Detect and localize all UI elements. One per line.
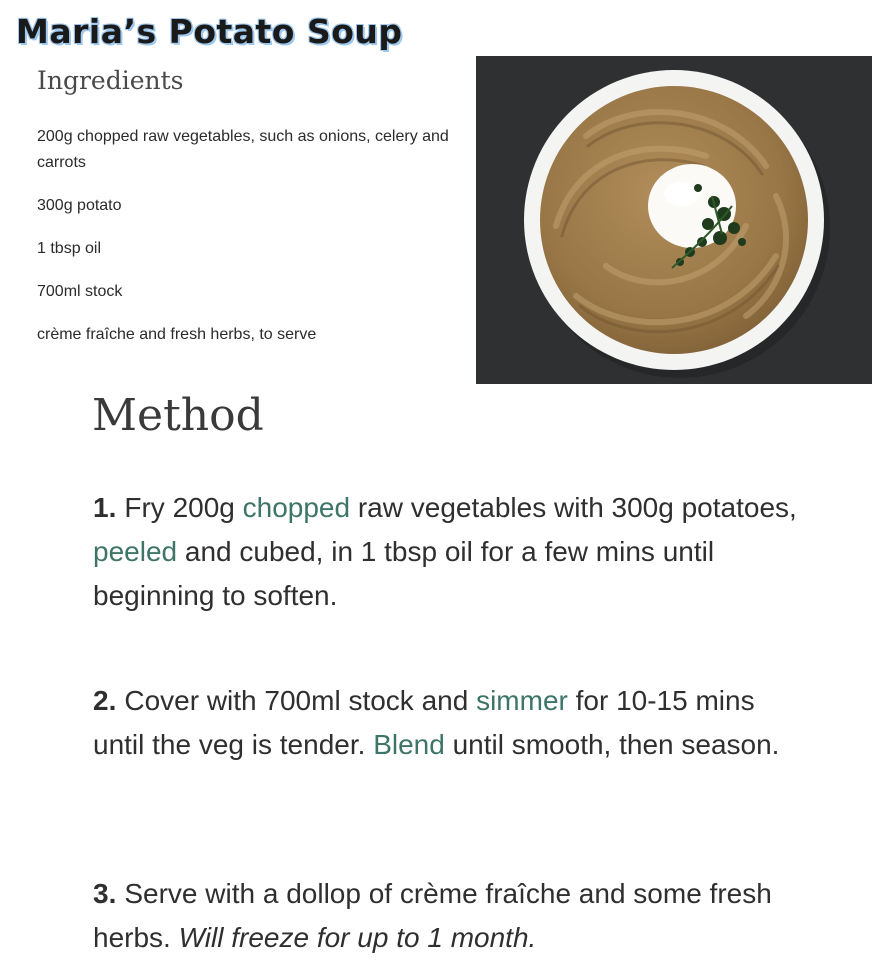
link-simmer[interactable]: simmer bbox=[476, 685, 568, 716]
step-text: until smooth, then season. bbox=[444, 729, 780, 760]
ingredient-item: 700ml stock bbox=[37, 283, 123, 300]
ingredients-list bbox=[37, 124, 457, 365]
link-blend[interactable]: Blend bbox=[373, 729, 445, 760]
ingredient-item: 200g chopped raw vegetables, such as onions, celery and carrots bbox=[37, 128, 449, 171]
method-heading: Method bbox=[92, 390, 264, 441]
step-number: 1. bbox=[93, 492, 117, 523]
step-text: Cover with 700ml stock and bbox=[124, 685, 477, 716]
step-text: raw vegetables with 300g potatoes, bbox=[350, 492, 797, 523]
link-peeled[interactable]: peeled bbox=[93, 536, 178, 567]
method-step-3 bbox=[93, 872, 813, 960]
step-text: Fry 200g bbox=[124, 492, 243, 523]
method-step-1 bbox=[93, 486, 813, 618]
link-chopped[interactable]: chopped bbox=[242, 492, 351, 523]
step-text: Serve with a dollop of crème fraîche and some fresh herbs. bbox=[93, 878, 772, 953]
step-number: 2. bbox=[93, 685, 117, 716]
recipe-title: Maria’s Potato Soup bbox=[16, 12, 403, 51]
ingredient-item: 300g potato bbox=[37, 197, 122, 214]
soup-photo bbox=[476, 56, 872, 384]
step-number: 3. bbox=[93, 878, 117, 909]
step-text: for 10-15 mins until the veg is tender. bbox=[93, 685, 755, 760]
ingredients-heading: Ingredients bbox=[37, 66, 184, 95]
ingredient-item: crème fraîche and fresh herbs, to serve bbox=[37, 326, 317, 343]
ingredient-item: 1 tbsp oil bbox=[37, 240, 102, 257]
step-text: and cubed, in 1 tbsp oil for a few mins until beginning to soften. bbox=[93, 536, 715, 611]
dollop-highlight bbox=[664, 182, 700, 206]
method-step-2 bbox=[93, 679, 813, 767]
freeze-note: Will freeze for up to 1 month. bbox=[178, 922, 537, 953]
